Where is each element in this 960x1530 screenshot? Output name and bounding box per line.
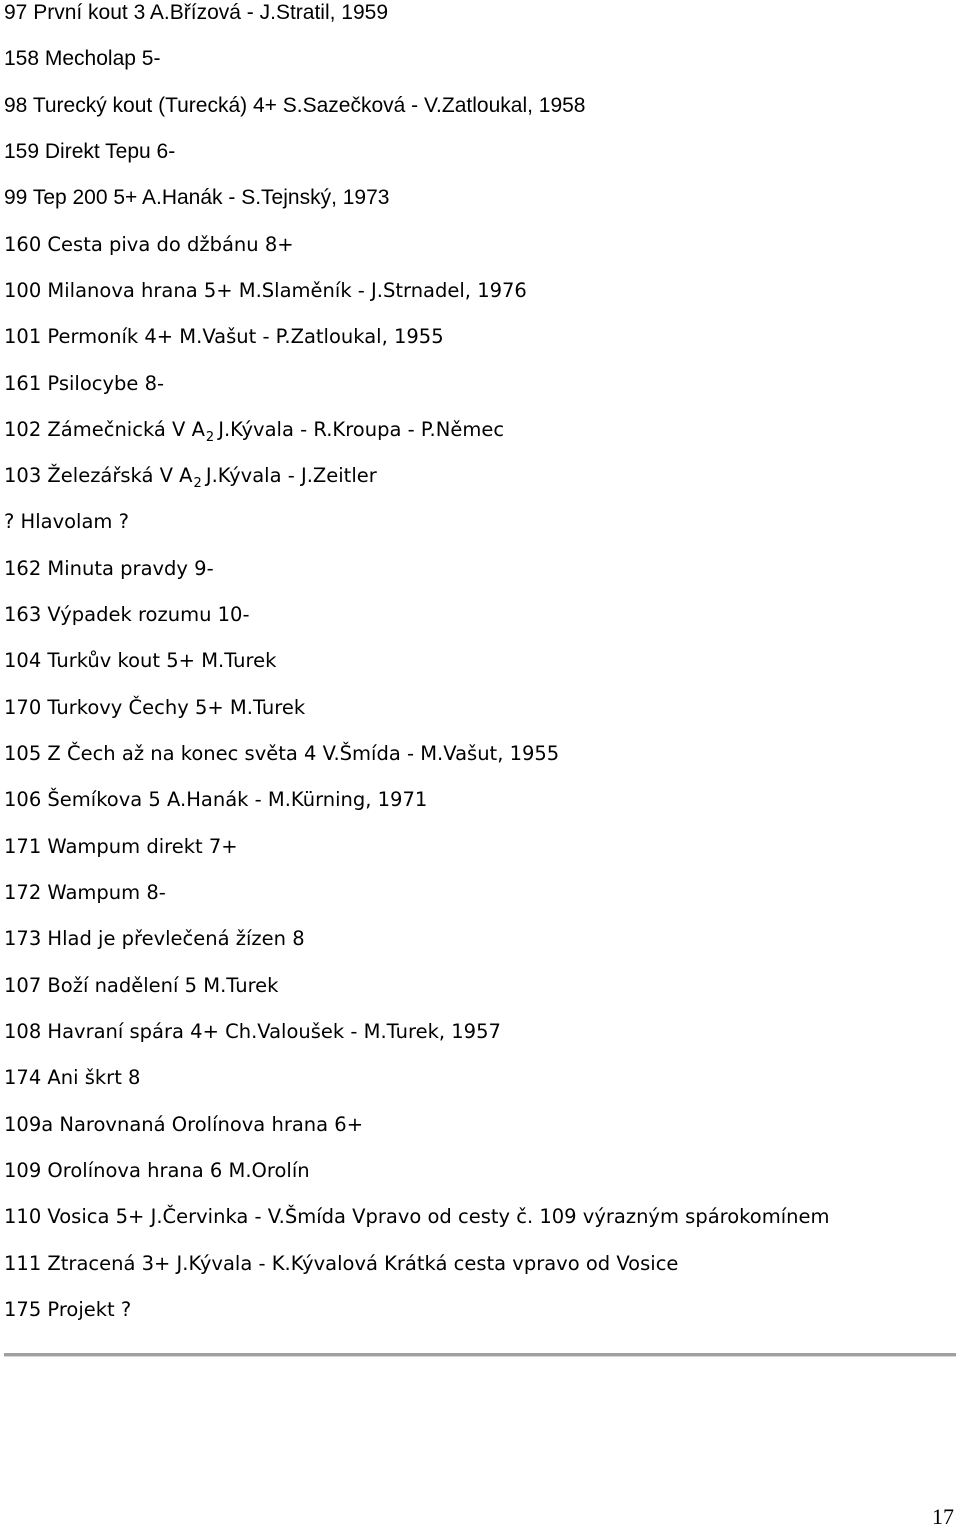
- route-line: 111 Ztracená 3+ J.Kývala - K.Kývalová Krátká cesta vpravo od Vosice: [4, 1252, 679, 1275]
- route-line: 104 Turkův kout 5+ M.Turek: [4, 649, 277, 672]
- route-line: 100 Milanova hrana 5+ M.Slaměník - J.Strnadel, 1976: [4, 279, 527, 302]
- route-line: 159 Direkt Tepu 6-: [4, 140, 176, 163]
- route-line: 106 Šemíkova 5 A.Hanák - M.Kürning, 1971: [4, 788, 428, 811]
- route-line: [4, 463, 377, 492]
- route-line: 171 Wampum direkt 7+: [4, 835, 238, 858]
- route-line: 107 Boží nadělení 5 M.Turek: [4, 974, 279, 997]
- route-line: 158 Mecholap 5-: [4, 47, 161, 70]
- route-line: 109a Narovnaná Orolínova hrana 6+: [4, 1113, 364, 1136]
- route-line: 98 Turecký kout (Turecká) 4+ S.Sazečková - V.Zatloukal, 1958: [4, 94, 586, 117]
- route-line: 174 Ani škrt 8: [4, 1066, 141, 1089]
- route-line: 162 Minuta pravdy 9-: [4, 557, 214, 580]
- route-line-text: J.Kývala - J.Zeitler: [205, 464, 377, 487]
- route-line: 172 Wampum 8-: [4, 881, 166, 904]
- route-line: ? Hlavolam ?: [4, 510, 129, 533]
- route-line: 161 Psilocybe 8-: [4, 372, 165, 395]
- route-line-subscript: 2: [205, 430, 215, 445]
- route-line-text: J.Kývala - R.Kroupa - P.Němec: [218, 418, 505, 441]
- route-line: 163 Výpadek rozumu 10-: [4, 603, 250, 626]
- route-line: 109 Orolínova hrana 6 M.Orolín: [4, 1159, 310, 1182]
- route-line: 170 Turkovy Čechy 5+ M.Turek: [4, 696, 306, 719]
- route-line-subscript: 2: [193, 476, 202, 491]
- route-line: 108 Havraní spára 4+ Ch.Valoušek - M.Turek, 1957: [4, 1020, 501, 1043]
- route-line: 105 Z Čech až na konec světa 4 V.Šmída - M.Vašut, 1955: [4, 742, 560, 765]
- route-line: 110 Vosica 5+ J.Červinka - V.Šmída Vpravo od cesty č. 109 výrazným spárokomínem: [4, 1205, 830, 1228]
- route-line-text: 102 Zámečnická V A: [4, 418, 205, 441]
- route-line: 160 Cesta piva do džbánu 8+: [4, 233, 294, 256]
- route-line: 175 Projekt ?: [4, 1298, 132, 1321]
- footer-divider: [4, 1353, 956, 1357]
- route-line: 173 Hlad je převlečená žízen 8: [4, 927, 305, 950]
- route-line: [4, 417, 504, 446]
- route-line: 97 První kout 3 A.Břízová - J.Stratil, 1959: [4, 1, 389, 24]
- route-line: 101 Permoník 4+ M.Vašut - P.Zatloukal, 1955: [4, 325, 444, 348]
- route-line-text: 103 Železářská V A: [4, 464, 193, 487]
- route-line: 99 Tep 200 5+ A.Hanák - S.Tejnský, 1973: [4, 186, 390, 209]
- page-number: 17: [932, 1504, 954, 1529]
